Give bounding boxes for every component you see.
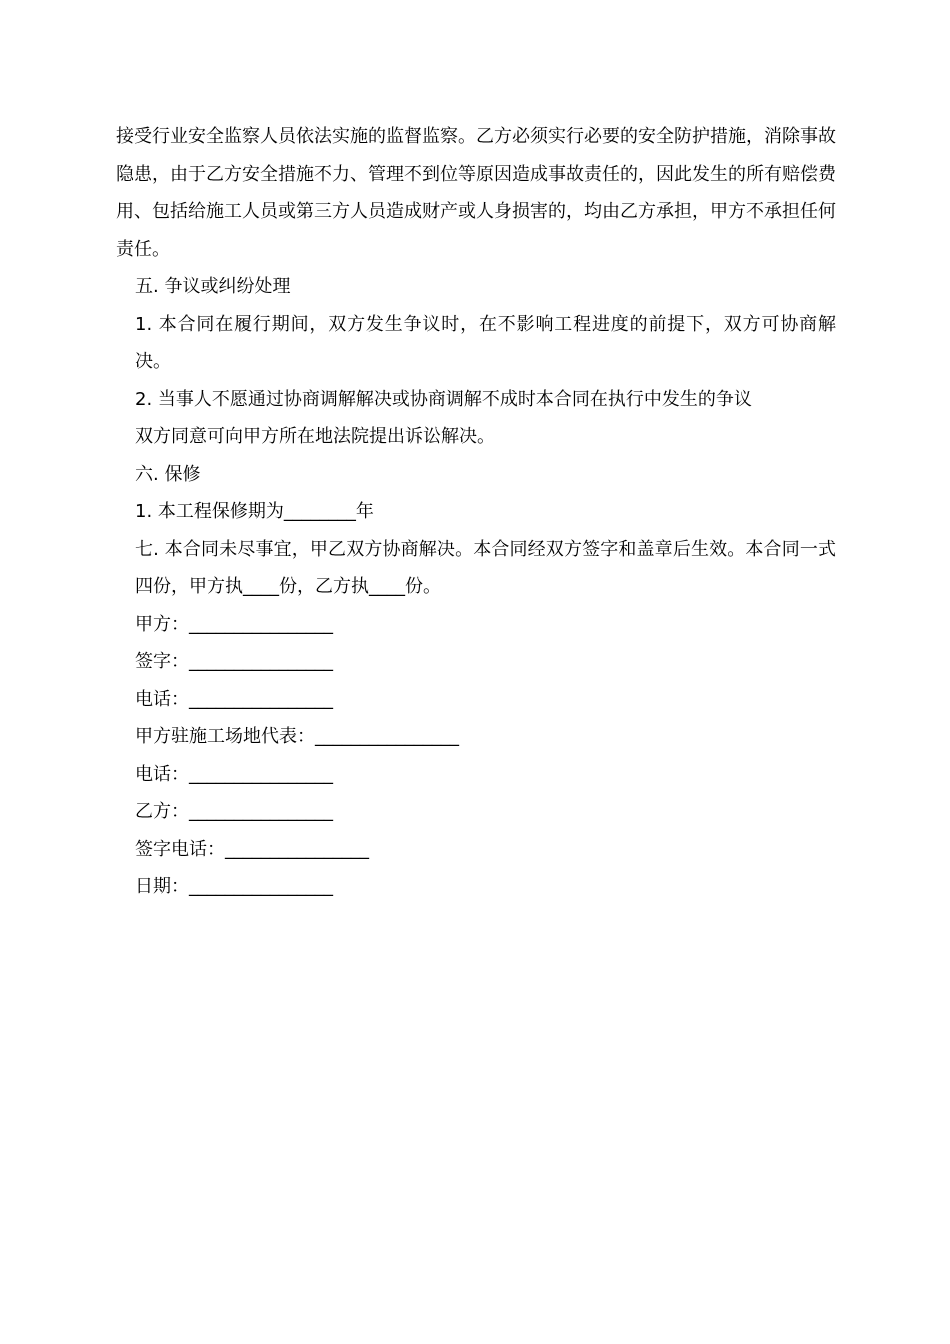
- signature-party-a-phone: 电话：________________: [135, 688, 333, 710]
- signature-party-a-sign: 签字：________________: [135, 651, 333, 672]
- document-body: [116, 118, 836, 906]
- section-heading-warranty: 六. 保修: [135, 463, 201, 485]
- paragraph-safety-liability: 接受行业安全监察人员依法实施的监督监察。乙方必须实行必要的安全防护措施，消除事故隐患，由于乙方安全措施不力、管理不到位等原因造成事故责任的，因此发生的所有赔偿费用、包括给施工人员或第三方人员造成财产或人身损害的，均由乙方承担，甲方不承担任何责任。: [116, 126, 836, 260]
- signature-date: 日期：________________: [135, 876, 333, 897]
- section-heading-dispute: 五. 争议或纠纷处理: [135, 276, 291, 297]
- signature-party-a: 甲方：________________: [135, 613, 333, 635]
- signature-party-b-sign-phone: 签字电话：________________: [135, 838, 369, 860]
- paragraph-misc-terms: 七. 本合同未尽事宜，甲乙双方协商解决。本合同经双方签字和盖章后生效。本合同一式四份，甲方执____份，乙方执____份。: [135, 538, 836, 597]
- signature-site-representative: 甲方驻施工场地代表：________________: [135, 726, 459, 747]
- paragraph-dispute-2: 2. 当事人不愿通过协商调解解决或协商调解不成时本合同在执行中发生的争议: [135, 388, 752, 410]
- paragraph-dispute-1: 1. 本合同在履行期间，双方发生争议时，在不影响工程进度的前提下，双方可协商解决。: [135, 313, 836, 372]
- paragraph-dispute-2-cont: 双方同意可向甲方所在地法院提出诉讼解决。: [135, 426, 495, 447]
- paragraph-warranty-period: 1. 本工程保修期为________年: [135, 501, 374, 522]
- signature-representative-phone: 电话：________________: [135, 763, 333, 785]
- signature-party-b: 乙方：________________: [135, 801, 333, 822]
